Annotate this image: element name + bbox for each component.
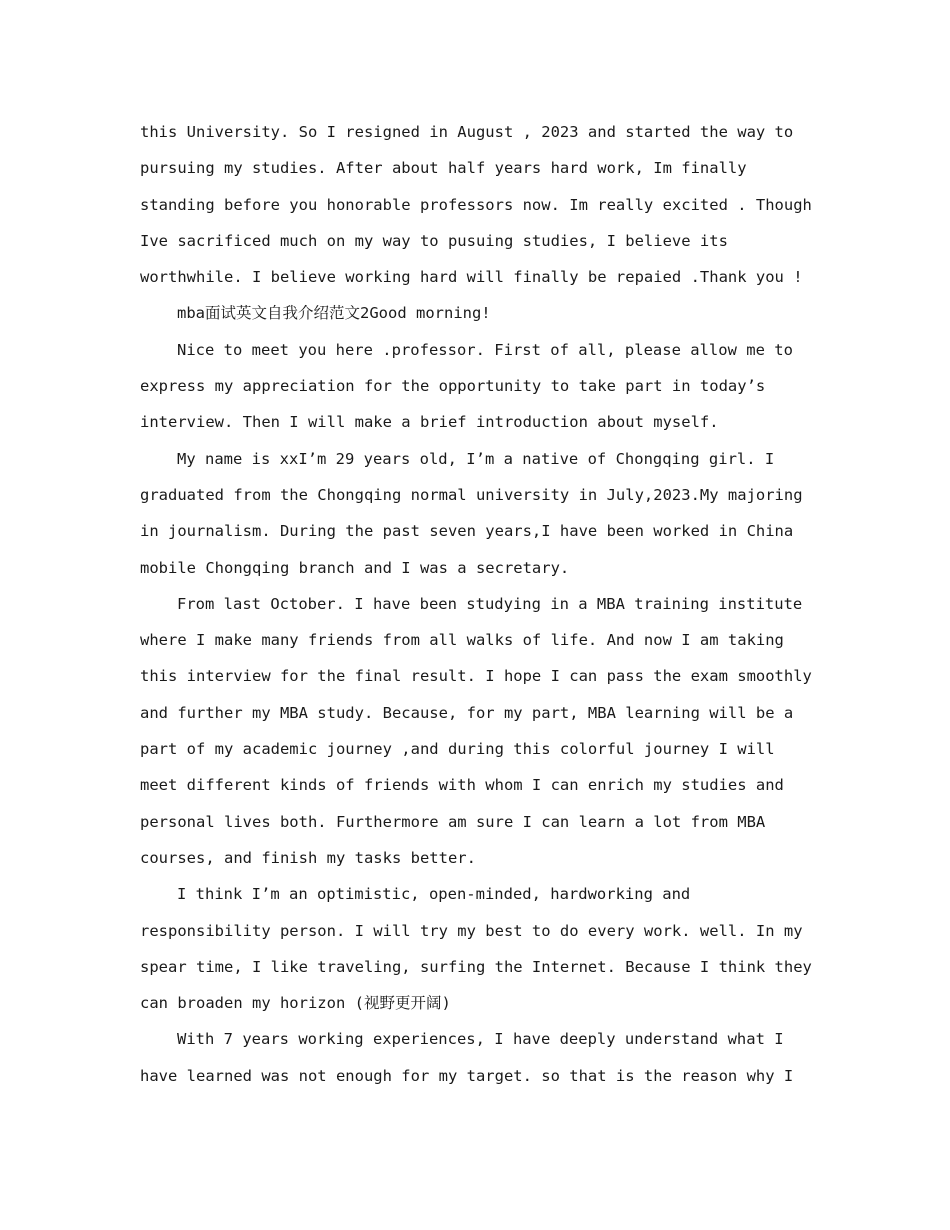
text-line: From last October. I have been studying in a MBA training institute xyxy=(177,594,803,613)
text-line: Nice to meet you here .professor. First of all, please allow me to xyxy=(177,340,793,359)
text-line: I think I’m an optimistic, open-minded, hardworking and xyxy=(177,885,691,904)
text-line: mba面试英文自我介绍范文2Good morning! xyxy=(177,304,491,323)
text-line: this University. So I resigned in August , 2023 and started the way to xyxy=(140,123,794,141)
text-line: courses, and finish my tasks better. xyxy=(140,848,476,867)
document-body xyxy=(140,114,815,1094)
text-line: graduated from the Chongqing normal university in July,2023.My majoring xyxy=(140,485,803,504)
text-line: this interview for the final result. I hope I can pass the exam smoothly xyxy=(140,667,812,686)
text-line: and further my MBA study. Because, for my part, MBA learning will be a xyxy=(140,703,794,722)
text-line: personal lives both. Furthermore am sure I can learn a lot from MBA xyxy=(140,812,766,831)
text-line: express my appreciation for the opportunity to take part in today’s xyxy=(140,377,766,396)
text-line: standing before you honorable professors now. Im really excited . Though xyxy=(140,195,812,214)
text-line: My name is xxI’m 29 years old, I’m a native of Chongqing girl. I xyxy=(177,449,775,468)
text-line: Ive sacrificed much on my way to pusuing studies, I believe its xyxy=(140,231,728,250)
text-line: responsibility person. I will try my best to do every work. well. In my xyxy=(140,921,803,940)
text-line: in journalism. During the past seven years,I have been worked in China xyxy=(140,522,794,541)
text-line: part of my academic journey ,and during this colorful journey I will xyxy=(140,740,775,759)
text-line: With 7 years working experiences, I have deeply understand what I xyxy=(177,1030,784,1049)
text-line: can broaden my horizon (视野更开阔) xyxy=(140,994,451,1013)
text-line: meet different kinds of friends with whom I can enrich my studies and xyxy=(140,776,784,795)
text-line: mobile Chongqing branch and I was a secretary. xyxy=(140,558,570,577)
text-line: have learned was not enough for my target. so that is the reason why I xyxy=(140,1066,794,1085)
text-line: spear time, I like traveling, surfing the Internet. Because I think they xyxy=(140,957,812,976)
text-line: worthwhile. I believe working hard will finally be repaied .Thank you ! xyxy=(140,268,803,287)
text-line: where I make many friends from all walks of life. And now I am taking xyxy=(140,631,784,650)
text-line: interview. Then I will make a brief introduction about myself. xyxy=(140,413,719,432)
text-line: pursuing my studies. After about half years hard work, Im finally xyxy=(140,159,747,178)
